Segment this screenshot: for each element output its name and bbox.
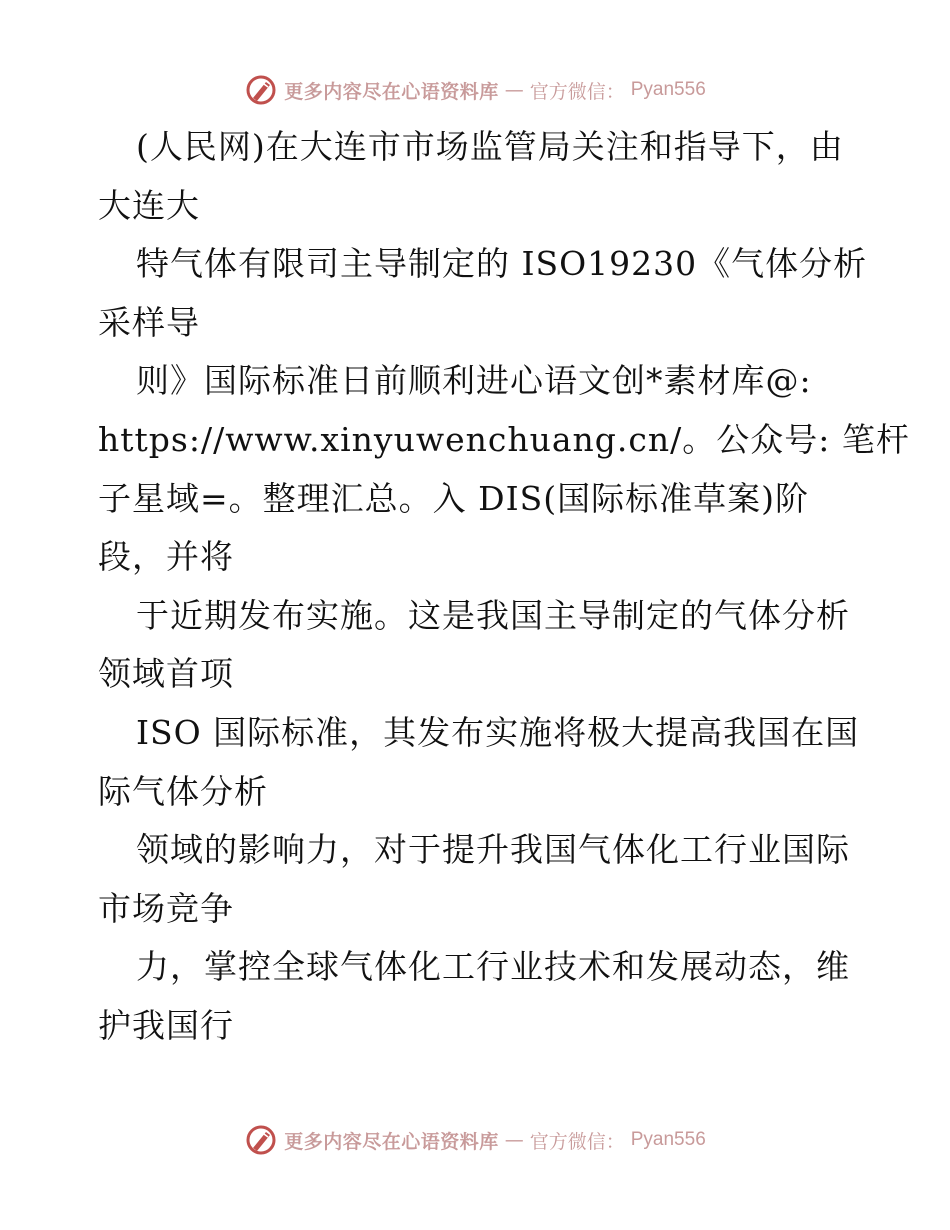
body-line: 领域首项: [98, 654, 234, 694]
body-line: (人民网)在大连市市场监管局关注和指导下，由: [136, 127, 844, 166]
body-line: 护我国行: [98, 1005, 234, 1045]
footer-wechat-id: Pyan556: [630, 1129, 706, 1150]
body-line: 际气体分析: [98, 771, 268, 811]
header-separator: —: [504, 79, 524, 101]
footer-site-text: 更多内容尽在心语资料库: [284, 1130, 499, 1153]
footer-separator: —: [504, 1129, 524, 1151]
document-body: [98, 118, 910, 1056]
pen-circle-logo-icon: [244, 1123, 278, 1157]
pen-circle-logo-icon: [244, 73, 278, 107]
footer-banner: [0, 1120, 950, 1160]
body-line: 采样导: [98, 302, 200, 342]
body-line: 段，并将: [98, 537, 234, 577]
body-line: 市场竞争: [98, 888, 234, 928]
body-line: 领域的影响力，对于提升我国气体化工行业国际: [136, 830, 850, 870]
body-line: 子星域=。整理汇总。入 DIS(国际标准草案)阶: [98, 478, 809, 518]
body-line: 大连大: [98, 185, 200, 225]
body-line: ISO 国际标准，其发布实施将极大提高我国在国: [136, 712, 860, 752]
body-line: 则》国际标准日前顺利进心语文创*素材库@:: [136, 361, 812, 401]
header-banner: [0, 70, 950, 110]
body-line: https://www.xinyuwenchuang.cn/。公众号: 笔杆: [98, 419, 910, 459]
header-site-text: 更多内容尽在心语资料库: [284, 80, 499, 103]
body-line: 特气体有限司主导制定的 ISO19230《气体分析: [136, 244, 868, 284]
footer-wechat-label: 官方微信：: [529, 1130, 625, 1153]
header-wechat-id: Pyan556: [630, 79, 706, 100]
header-wechat-label: 官方微信：: [529, 80, 625, 103]
body-line: 于近期发布实施。这是我国主导制定的气体分析: [136, 595, 850, 635]
body-line: 力，掌控全球气体化工行业技术和发展动态，维: [136, 947, 850, 987]
